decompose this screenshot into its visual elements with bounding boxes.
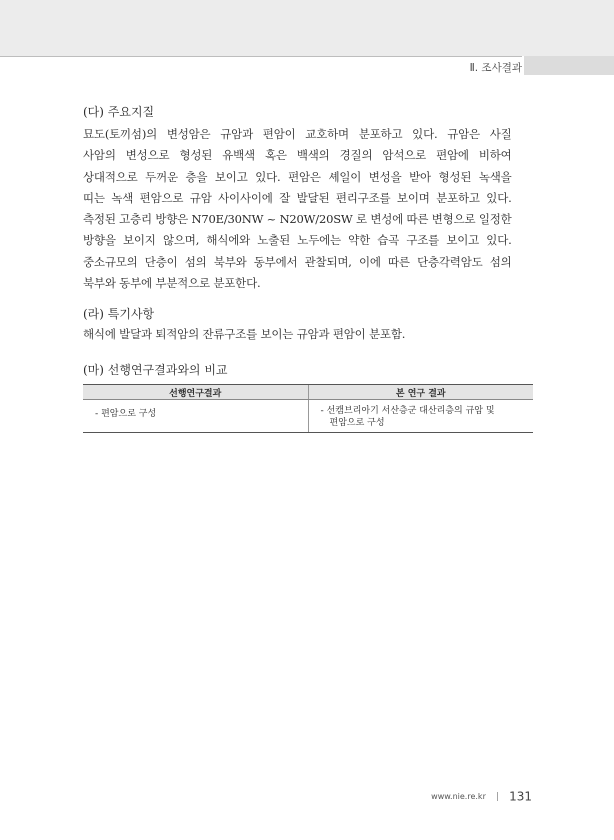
- page-number: 131: [509, 789, 532, 804]
- paragraph-line: 사암의 변성으로 형성된 유백색 혹은 백색의 경질의 암석으로 편암에 비하여: [83, 148, 512, 163]
- geology-paragraph: [83, 124, 512, 294]
- table-header-row: [83, 385, 533, 400]
- running-header: Ⅱ. 조사결과: [469, 62, 522, 74]
- paragraph-line: 띠는 녹색 편암으로 규암 사이사이에 잘 발달된 편리구조를 보이며 분포하고 있다.: [83, 190, 512, 205]
- page-footer: [431, 786, 532, 805]
- paragraph-line: 묘도(토끼섬)의 변성암은 규암과 편암이 교호하며 분포하고 있다. 규암은 사질: [83, 127, 512, 141]
- section-heading-geology: (다) 주요지질: [83, 105, 155, 119]
- section-special-notes: [83, 306, 533, 345]
- footer-url: www.nie.re.kr: [431, 792, 486, 801]
- paragraph-line: 중소규모의 단층이 섬의 북부와 동부에서 관찰되며, 이에 따른 단층각력암도 섬의: [83, 254, 512, 269]
- column-header-current: 본 연구 결과: [308, 385, 533, 400]
- notes-text: 해식에 발달과 퇴적암의 잔류구조를 보이는 규암과 편암이 분포함.: [83, 327, 406, 341]
- footer-separator: |: [495, 791, 499, 802]
- section-main-geology: [83, 104, 512, 294]
- header-rule: [0, 56, 522, 57]
- header-tab: [524, 56, 614, 75]
- paragraph-line: 북부와 동부에 부분적으로 분포한다.: [83, 276, 261, 291]
- cell-current: [308, 400, 533, 433]
- cell-current-line: 편암으로 구성: [329, 418, 385, 428]
- section-heading-notes: (라) 특기사항: [83, 307, 155, 321]
- cell-previous: - 편암으로 구성: [83, 400, 308, 433]
- section-comparison: [83, 362, 533, 378]
- table-row: [83, 400, 533, 433]
- paragraph-line: 방향을 보이지 않으며, 해식에와 노출된 노두에는 약한 습곡 구조를 보이고 있다.: [83, 233, 512, 248]
- paragraph-line: 상대적으로 두꺼운 층을 보이고 있다. 편암은 셰일이 변성을 받아 형성된 녹색을: [83, 169, 512, 184]
- column-header-previous: 선행연구결과: [83, 385, 308, 400]
- paragraph-line: 측정된 고층리 방향은 N70E/30NW ~ N20W/20SW 로 변성에 따른 변형으로 일정한: [83, 212, 512, 227]
- section-heading-comparison: (마) 선행연구결과와의 비교: [83, 363, 228, 377]
- cell-current-line: - 선캠브리아기 서산층군 대산리층의 규암 및: [320, 406, 495, 416]
- comparison-table: [83, 384, 533, 433]
- top-band: [0, 0, 614, 56]
